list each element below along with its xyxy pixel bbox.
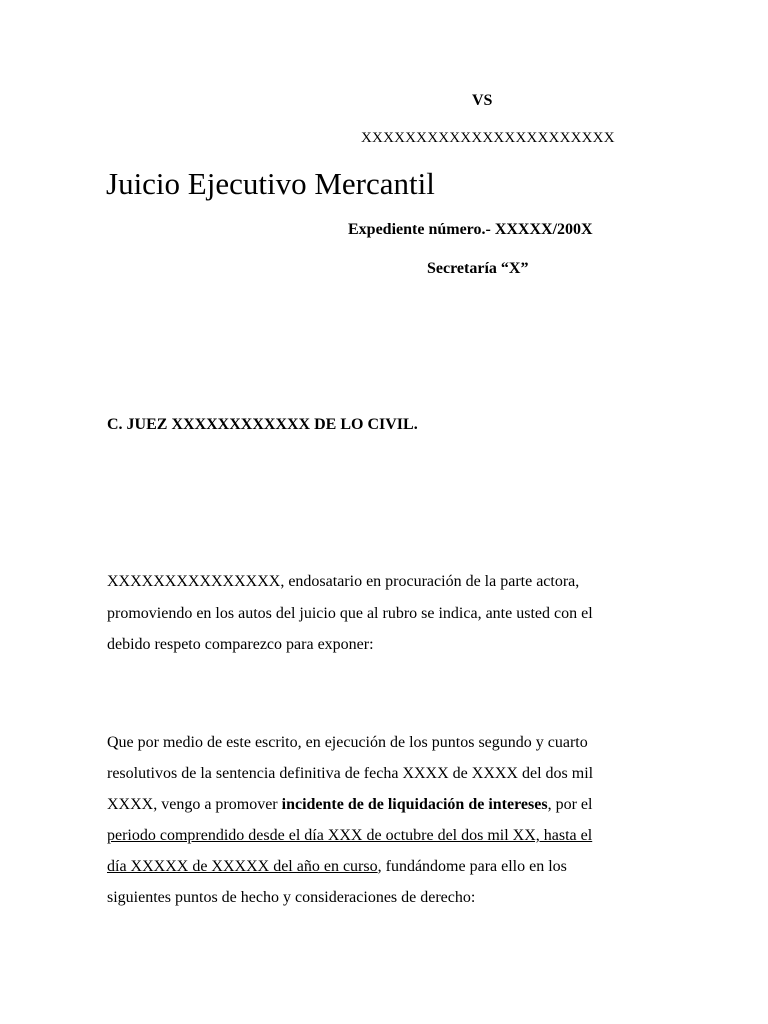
text-run: XXXX, vengo a promover <box>107 796 282 813</box>
incident-name: incidente de de liquidación de intereses <box>281 796 548 813</box>
text-run: , fundándome para ello en los <box>377 858 567 875</box>
defendant-name: XXXXXXXXXXXXXXXXXXXXXXX <box>361 130 615 146</box>
period-text: día XXXXX de XXXXX del año en curso <box>107 858 378 875</box>
case-number: Expediente número.- XXXXX/200X <box>348 221 593 238</box>
period-text: periodo comprendido desde el día XXX de octubre del dos mil XX, hasta el <box>107 827 593 844</box>
paragraph-line: promoviendo en los autos del juicio que al rubro se indica, ante usted con el <box>107 605 593 622</box>
secretariat: Secretaría “X” <box>427 260 529 277</box>
versus-label: VS <box>472 92 493 109</box>
paragraph-line <box>107 827 592 845</box>
paragraph-line: debido respeto comparezco para exponer: <box>107 636 374 653</box>
text-run: , por el <box>547 796 593 813</box>
paragraph-line <box>107 858 567 876</box>
judge-addressee: C. JUEZ XXXXXXXXXXXX DE LO CIVIL. <box>107 416 418 433</box>
paragraph-line: siguientes puntos de hecho y consideraciones de derecho: <box>107 889 476 906</box>
document-title: Juicio Ejecutivo Mercantil <box>106 166 435 201</box>
paragraph-line: Que por medio de este escrito, en ejecución de los puntos segundo y cuarto <box>107 734 588 751</box>
paragraph-line <box>107 796 592 814</box>
paragraph-line: XXXXXXXXXXXXXXX, endosatario en procuración de la parte actora, <box>107 573 580 590</box>
paragraph-line: resolutivos de la sentencia definitiva de fecha XXXX de XXXX del dos mil <box>107 765 594 782</box>
